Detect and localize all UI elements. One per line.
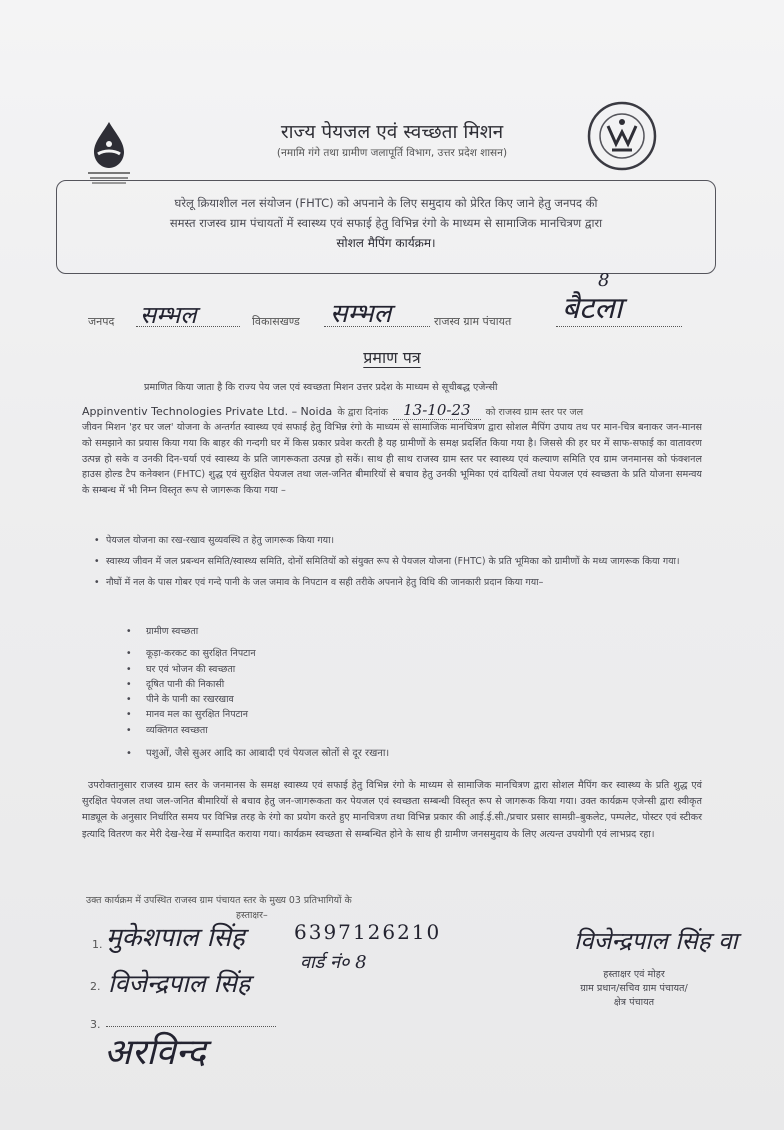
- list-item: • ग्रामीण स्वच्छता: [126, 624, 389, 639]
- witness-number-2: 2.: [90, 980, 101, 993]
- list-item: • पशुओं, जैसे सुअर आदि का आबादी एवं पेयजल स्रोतों से दूर रखना।: [126, 746, 389, 761]
- witness-signature-1: मुकेशपाल सिंह: [106, 923, 245, 953]
- para1-company-line: [82, 400, 702, 419]
- banner-line-3: सोशल मैपिंग कार्यक्रम।: [336, 236, 436, 250]
- date-label: के द्वारा दिनांक: [337, 407, 389, 418]
- witness-ward: वार्ड नं० 8: [300, 952, 367, 973]
- certificate-title-text: प्रमाण पत्र: [363, 348, 421, 367]
- agency-name: Appinventiv Technologies Private Ltd. – Noida: [82, 405, 333, 418]
- header-subtitle: (नमामि गंगे तथा ग्रामीण जलापूर्ति विभाग, उत्तर प्रदेश शासन): [276, 147, 508, 159]
- district-value: सम्भल: [140, 301, 197, 329]
- list-item: • मानव मल का सुरक्षित निपटान: [126, 707, 389, 722]
- block-label: विकासखण्ड: [252, 315, 300, 328]
- sign-caption-1: हस्ताक्षर एवं मोहर: [603, 969, 665, 980]
- para1-line1: प्रमाणित किया जाता है कि राज्य पेय जल एवं स्वच्छता मिशन उत्तर प्रदेश के माध्यम से सूचीबद्ध एजेन्सी: [144, 382, 498, 393]
- witness-sign-label: हस्ताक्षर–: [236, 910, 268, 921]
- list-item: • दूषित पानी की निकासी: [126, 677, 389, 692]
- program-banner: [56, 180, 716, 274]
- program-date: 13-10-23: [393, 401, 480, 420]
- panchayat-mark: 8: [598, 270, 610, 291]
- para2: उपरोक्तानुसार राजस्व ग्राम स्तर के जनमानस के समक्ष स्वास्थ्य एवं सफाई हेतु विभिन्न रंगो के माध्यम से सामाजिक मानचित्रण द्वारा सोशल मैपिंग कर स्वास्थ्य के प्रति शुद्ध एवं सुरक्षित पेयजल तथा जल-जनित बीमारियों से बचाव हेतु जन-जागरूकता कर पेयजल एवं स्वच्छता सम्बन्धी विस्तृत रूप से जागरूक किया गया। उक्त कार्यक्रम एजेन्सी द्वारा स्वीकृत माड्यूल के अनुसार निर्धारित समय पर विभिन्न तरह के रंगो का प्रयोग करते हुए मानचित्रण तथा विभिन्न प्रकार की आई.ई.सी./प्रचार प्रसार सामग्री–बुकलेट, पम्पलेट, पोस्टर एवं स्टीकर इत्यादि वितरण कर मेरी देख-रेख में सम्पादित कराया गया। कार्यक्रम स्वच्छता से सम्बन्धित होने के साथ ही ग्रामीण जनसमुदाय के लिए अत्यन्त उपयोगी एवं लाभप्रद रहा।: [82, 780, 702, 840]
- bullet-item: • पेयजल योजना का रख-रखाव सुव्यवस्थि त हेतु जागरूक किया गया।: [94, 533, 694, 548]
- bullet-list: [94, 533, 694, 596]
- block-value: सम्भल: [330, 299, 392, 329]
- panchayat-line: [556, 326, 682, 327]
- date-after: को राजस्व ग्राम स्तर पर जल: [485, 407, 584, 418]
- pradhan-signature: विजेन्द्रपाल सिंह वा: [574, 927, 738, 955]
- list-item: • घर एवं भोजन की स्वच्छता: [126, 662, 389, 677]
- block-line: [324, 326, 430, 327]
- banner-line-1: घरेलू क्रियाशील नल संयोजन (FHTC) को अपनाने के लिए समुदाय को प्रेरित किए जाने हेतु जनपद की: [174, 196, 598, 210]
- district-line: [136, 326, 240, 327]
- banner-line-2: समस्त राजस्व ग्राम पंचायतों में स्वास्थ्य एवं सफाई हेतु विभिन्न रंगो के माध्यम से सामाजिक मानचित्रण द्वारा: [169, 216, 603, 230]
- header-title: राज्य पेयजल एवं स्वच्छता मिशन: [280, 121, 504, 143]
- witness-signature-3: अरविन्द: [104, 1032, 206, 1073]
- panchayat-value: बैटला: [562, 291, 623, 326]
- sanitation-list: [126, 624, 389, 761]
- witness-number-3: 3.: [90, 1018, 101, 1031]
- list-item: • कूड़ा-करकट का सुरक्षित निपटान: [126, 646, 389, 661]
- witness-phone: 6397126210: [294, 920, 442, 944]
- list-item: • पीने के पानी का रखरखाव: [126, 692, 389, 707]
- district-label: जनपद: [88, 315, 115, 328]
- sign-caption-2: ग्राम प्रधान/सचिव ग्राम पंचायत/: [580, 983, 688, 994]
- bullet-item: • नौघों में नल के पास गोबर एवं गन्दे पानी के जल जमाव के निपटान व सही तरीके अपनाने हेतु विधि की जानकारी प्रदान किया गया–: [94, 575, 694, 590]
- witness-number-1: 1.: [92, 938, 103, 951]
- sign-caption-3: क्षेत्र पंचायत: [613, 997, 655, 1008]
- panchayat-label: राजस्व ग्राम पंचायत: [434, 315, 512, 328]
- witness-intro: उक्त कार्यक्रम में उपस्थित राजस्व ग्राम पंचायत स्तर के मुख्य 03 प्रतिभागियों के: [86, 895, 352, 906]
- para1-body: जीवन मिशन 'हर घर जल' योजना के अन्तर्गत स्वास्थ्य एवं सफाई हेतु विभिन्न रंगो के माध्यम से सामाजिक मानचित्रण द्वारा सोशल मैपिंग उपाय तथ पर मान-चित्र बनाकर जन-मानस को समझाने का प्रयास किया गया कि बाहर की गन्दगी घर में किस प्रकार प्रवेश करती है यह ग्रामीणों के समक्ष प्रदर्शित किया गया है। जिससे की हर घर में साफ-सफाई का वातावरण उत्पन्न हो सके व उनकी दिन-चर्या एवं स्वास्थ्य के प्रति जागरूकता उत्पन्न हो सकें। साथ ही साथ राजस्व ग्राम स्तर पर स्वास्थ्य एवं कल्याण समिति एव ग्राम जनमानस को फंक्शनल हाउस होल्ड टैप कनेक्शन (FHTC) शुद्ध एवं सुरक्षित पेयजल तथा जल-जनित बीमारियों से बचाव हेतु उनकी भूमिका एवं दायित्वों तथा पेयजल एवं स्वच्छता के प्रति योजना समन्वय के सम्बन्ध में भी निम्न विस्तृत रूप से जागरूक किया गया –: [82, 422, 702, 497]
- bullet-item: • स्वास्थ्य जीवन में जल प्रबन्धन समिति/स्वास्थ्य समिति, दोनों समितियों को संयुक्त रूप से पेयजल योजना (FHTC) के प्रति भूमिका को ग्रामीणों के मध्य जागरूक किया गया।: [94, 554, 694, 569]
- certificate-title: [0, 346, 784, 368]
- witness-signature-2: विजेन्द्रपाल सिंह: [108, 969, 251, 998]
- list-item: • व्यक्तिगत स्वच्छता: [126, 723, 389, 738]
